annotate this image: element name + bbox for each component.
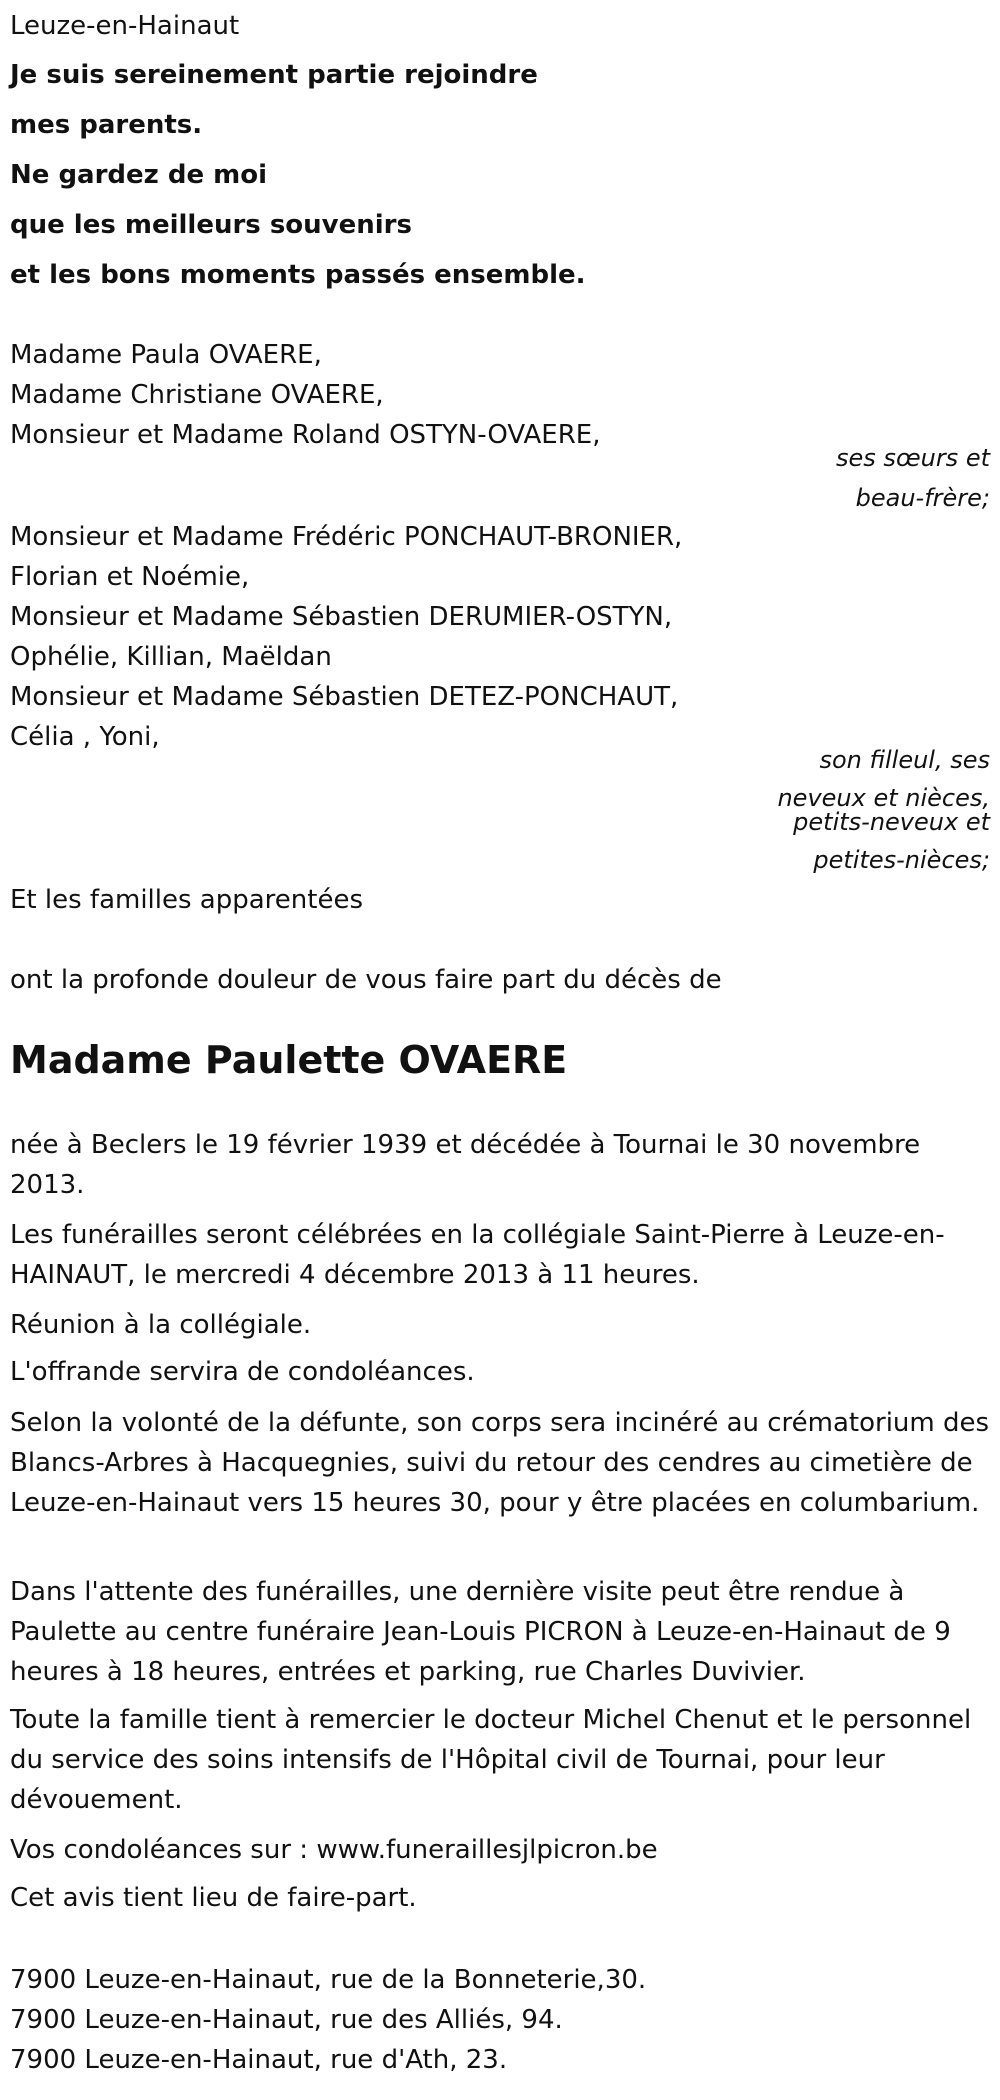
family-member: Florian et Noémie, [10,562,250,592]
birth-death-paragraph: née à Beclers le 19 février 1939 et décédée à Tournai le 30 novembre 2013. [10,1130,921,1200]
relationship-label: beau-frère; [855,484,990,512]
address-line: 7900 Leuze-en-Hainaut, rue des Alliés, 94. [10,2005,563,2035]
related-families: Et les familles apparentées [10,885,364,915]
deceased-name: Madame Paulette OVAERE [10,1038,568,1082]
poem-line-3: Ne gardez de moi [10,160,268,190]
location-header: Leuze-en-Hainaut [10,11,240,41]
family-member: Monsieur et Madame Roland OSTYN-OVAERE, [10,420,601,450]
family-member: Ophélie, Killian, Maëldan [10,642,332,672]
gathering-paragraph: Réunion à la collégiale. [10,1310,312,1340]
relationship-label: neveux et nièces, [777,784,990,812]
poem-line-1: Je suis sereinement partie rejoindre [10,60,538,90]
poem-line-5: et les bons moments passés ensemble. [10,260,586,290]
relationship-label: ses sœurs et [836,444,990,472]
address-line: 7900 Leuze-en-Hainaut, rue d'Ath, 23. [10,2045,508,2075]
relationship-label: petites-nièces; [813,846,990,874]
family-member: Monsieur et Madame Sébastien DETEZ-PONCHAUT, [10,682,679,712]
poem-line-4: que les meilleurs souvenirs [10,210,412,240]
relationship-label: petits-neveux et [793,808,990,836]
cremation-paragraph: Selon la volonté de la défunte, son corps sera incinéré au crématorium des Blancs-Arbres à Hacquegnies, suivi du retour des cendres au cimetière de Leuze-en-Hainaut vers 15 heures 30, pour y être placées en columbarium. [10,1408,990,1518]
family-member: Monsieur et Madame Frédéric PONCHAUT-BRONIER, [10,522,683,552]
funeral-paragraph: Les funérailles seront célébrées en la collégiale Saint-Pierre à Leuze-en-HAINAUT, le mercredi 4 décembre 2013 à 11 heures. [10,1220,945,1290]
thanks-paragraph: Toute la famille tient à remercier le docteur Michel Chenut et le personnel du service des soins intensifs de l'Hôpital civil de Tournai, pour leur dévouement. [10,1705,972,1815]
family-member: Madame Christiane OVAERE, [10,380,384,410]
relationship-label: son filleul, ses [819,746,990,774]
address-line: 7900 Leuze-en-Hainaut, rue de la Bonneterie,30. [10,1965,647,1995]
offering-paragraph: L'offrande servira de condoléances. [10,1357,475,1387]
family-member: Madame Paula OVAERE, [10,340,322,370]
notice-paragraph: Cet avis tient lieu de faire-part. [10,1883,417,1913]
visitation-paragraph: Dans l'attente des funérailles, une dernière visite peut être rendue à Paulette au centre funéraire Jean-Louis PICRON à Leuze-en-Hainaut de 9 heures à 18 heures, entrées et parking, rue Charles Duvivier. [10,1577,951,1687]
family-member: Monsieur et Madame Sébastien DERUMIER-OSTYN, [10,602,673,632]
family-member: Célia , Yoni, [10,722,160,752]
condolences-paragraph: Vos condoléances sur : www.funeraillesjlpicron.be [10,1835,658,1865]
announcement-text: ont la profonde douleur de vous faire part du décès de [10,965,722,995]
poem-line-2: mes parents. [10,110,203,140]
